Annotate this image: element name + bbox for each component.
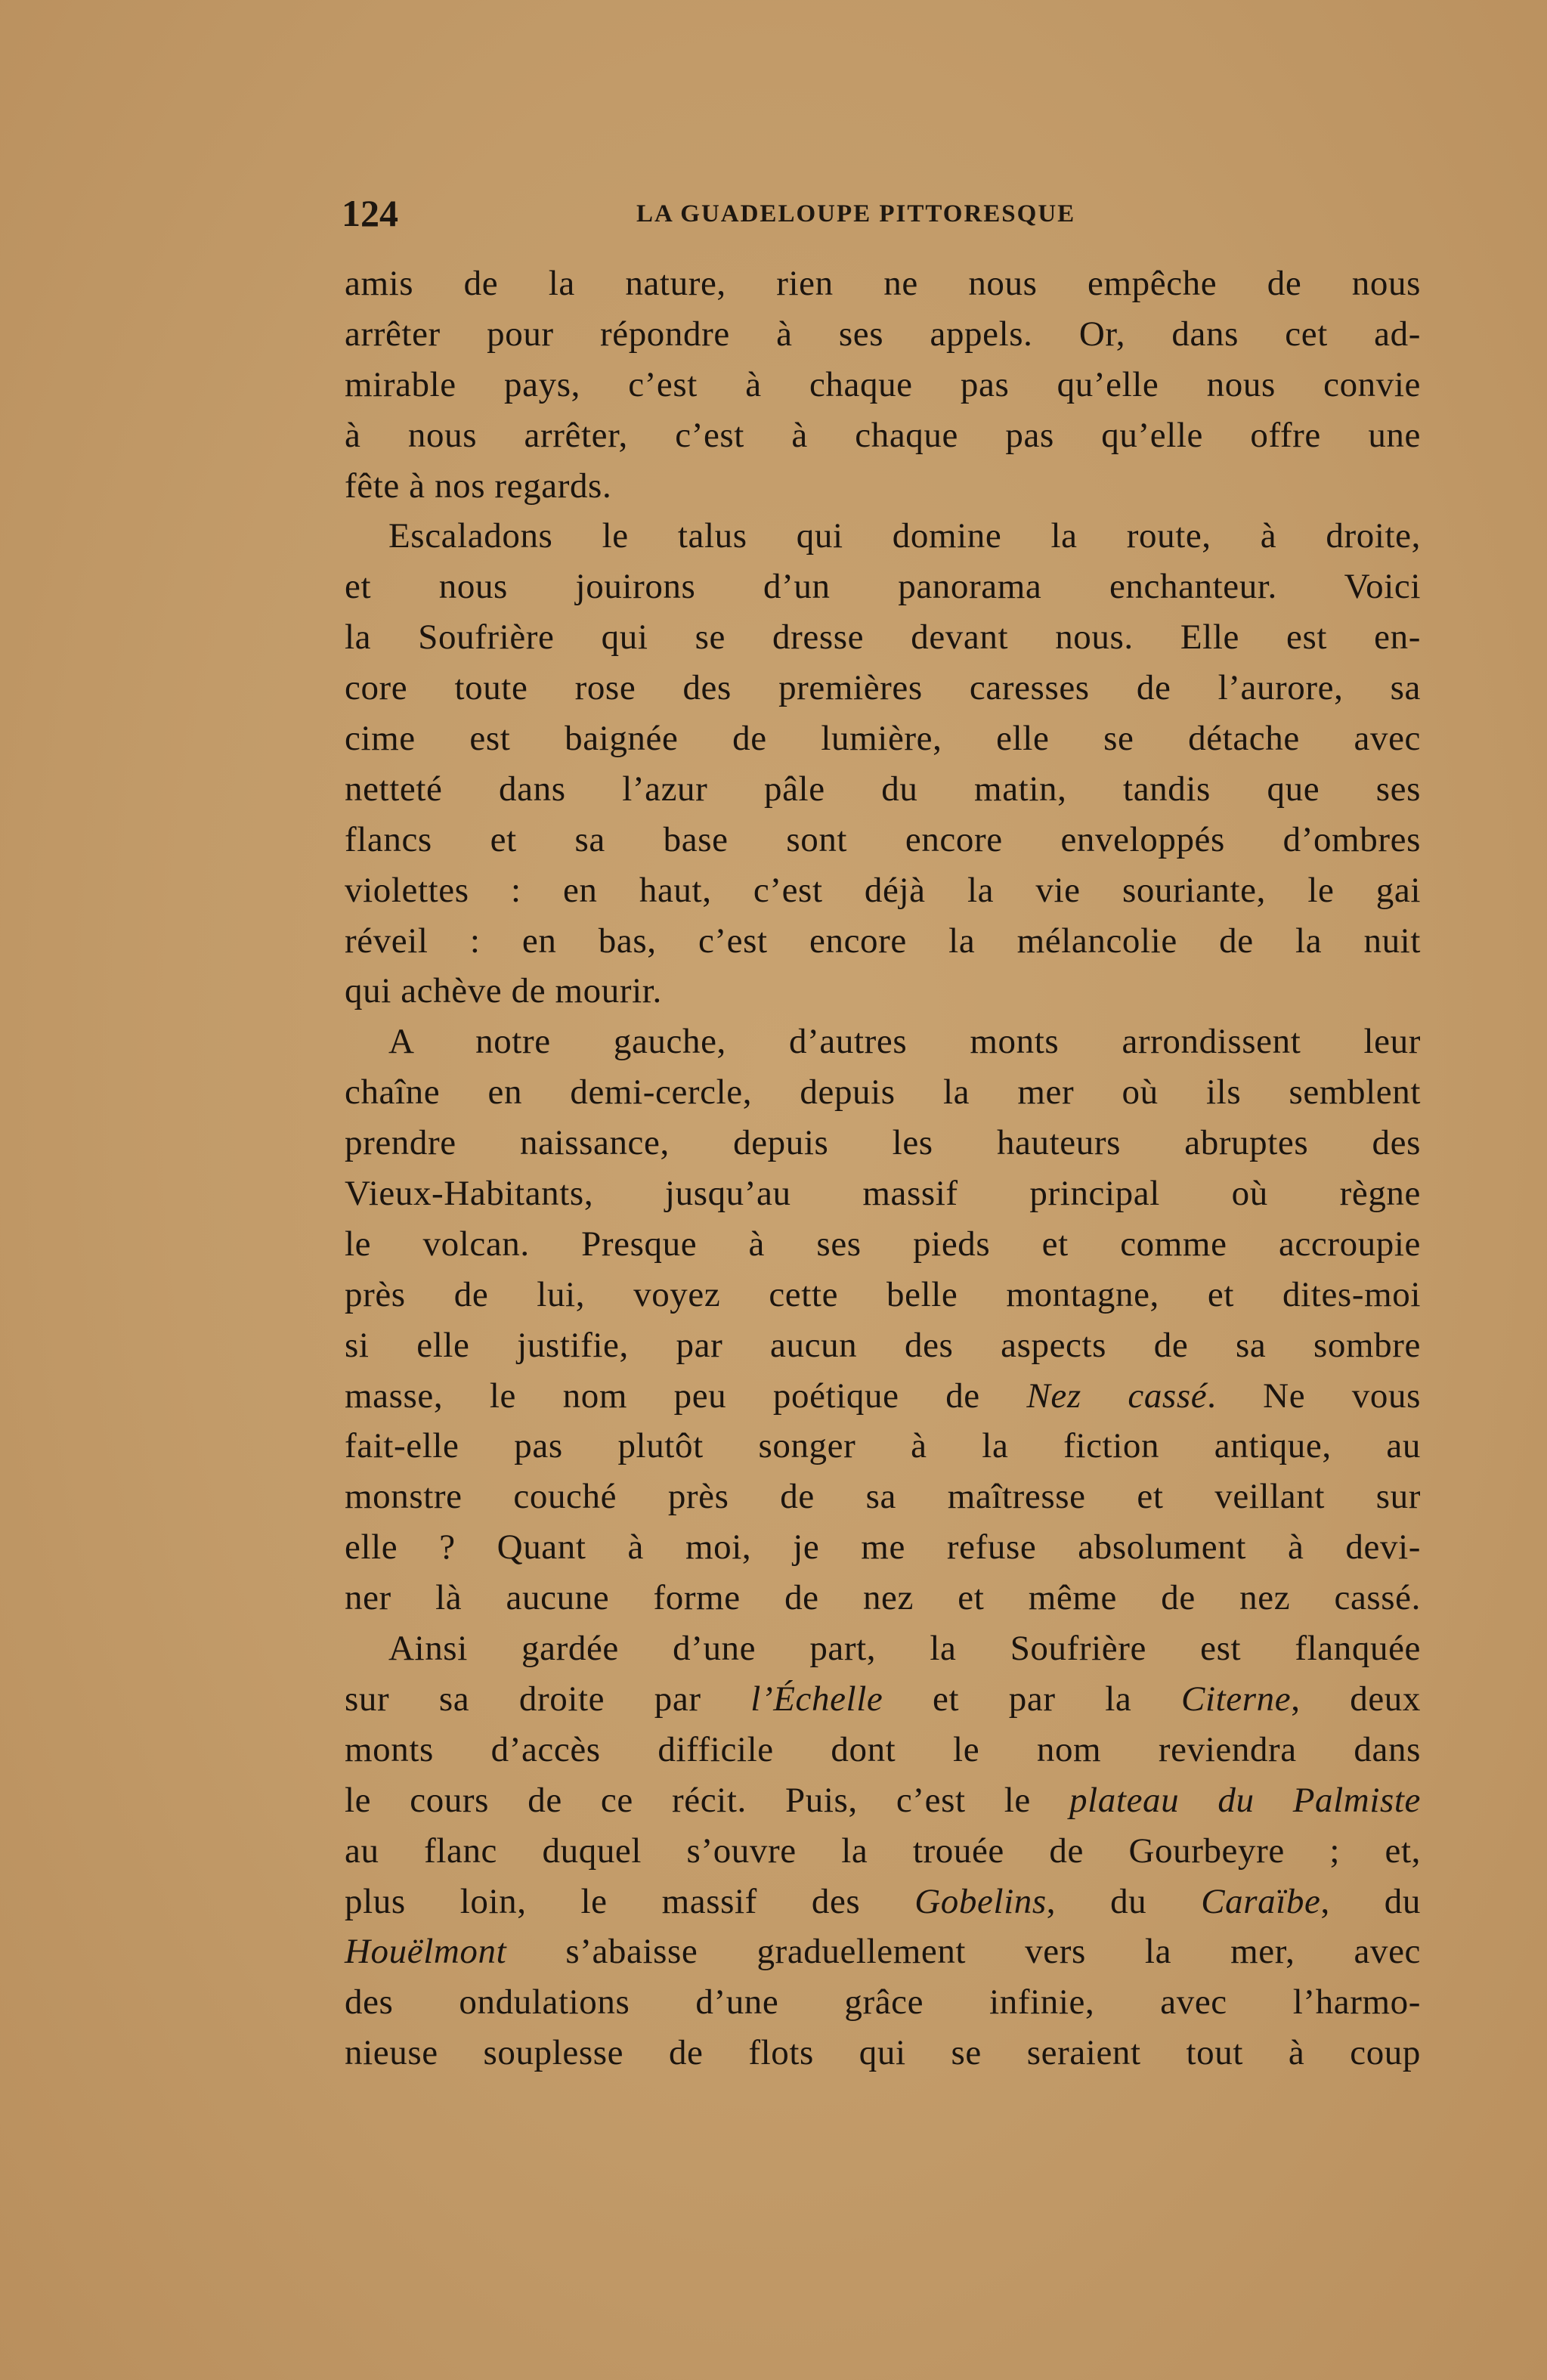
italic-place-name: Caraïbe — [1201, 1881, 1321, 1921]
text-line: flancs et sa base sont encore enveloppés d’ombres — [345, 819, 1421, 859]
text-line: nieuse souplesse de flots qui se seraient tout à coup — [345, 2033, 1421, 2073]
text-run: le cours de ce récit. Puis, c’est le — [345, 1780, 1070, 1820]
text-line: Vieux-Habitants, jusqu’au massif principal où règne — [345, 1174, 1421, 1214]
text-line: monts d’accès difficile dont le nom reviendra dans — [345, 1729, 1421, 1769]
text-line: A notre gauche, d’autres monts arrondissent leur — [388, 1022, 1421, 1062]
text-line: Ainsi gardée d’une part, la Soufrière est flanquée — [388, 1629, 1421, 1669]
text-line: fête à nos regards. — [345, 466, 612, 506]
text-line: violettes : en haut, c’est déjà la vie souriante, le gai — [345, 870, 1421, 910]
text-line — [345, 1775, 1421, 1826]
text-run: , deux — [1291, 1679, 1421, 1719]
text-line — [345, 1371, 1421, 1422]
italic-place-name: Citerne — [1181, 1679, 1292, 1719]
text-line: si elle justifie, par aucun des aspects de sa sombre — [345, 1325, 1421, 1365]
text-line: ner là aucune forme de nez et même de nez cassé. — [345, 1578, 1421, 1618]
text-line: fait-elle pas plutôt songer à la fiction antique, au — [345, 1426, 1421, 1466]
page-header — [342, 190, 1421, 236]
italic-place-name: plateau du Palmiste — [1069, 1780, 1422, 1820]
text-run: , du — [1320, 1881, 1422, 1921]
text-line — [345, 1927, 1421, 1977]
text-line — [345, 1674, 1421, 1725]
text-line: et nous jouirons d’un panorama enchanteur. Voici — [345, 567, 1421, 607]
text-run: masse, le nom peu poétique de — [345, 1376, 1027, 1416]
text-line: au flanc duquel s’ouvre la trouée de Gourbeyre ; et, — [345, 1831, 1421, 1871]
text-line: à nous arrêter, c’est à chaque pas qu’elle offre une — [345, 415, 1421, 455]
text-line: prendre naissance, depuis les hauteurs abruptes des — [345, 1123, 1421, 1163]
text-line: mirable pays, c’est à chaque pas qu’elle nous convie — [345, 364, 1421, 404]
italic-place-name: Houëlmont — [345, 1932, 507, 1972]
page-number: 124 — [342, 192, 398, 234]
text-run: sur sa droite par — [345, 1679, 751, 1719]
text-line: cime est baignée de lumière, elle se détache avec — [345, 719, 1421, 759]
text-line: core toute rose des premières caresses de l’aurore, sa — [345, 668, 1421, 708]
italic-place-name: Gobelins — [914, 1881, 1047, 1921]
text-line: réveil : en bas, c’est encore la mélancolie de la nuit — [345, 921, 1421, 961]
italic-place-name: l’Échelle — [750, 1679, 883, 1719]
text-line: arrêter pour répondre à ses appels. Or, dans cet ad- — [345, 314, 1421, 354]
text-line: la Soufrière qui se dresse devant nous. Elle est en- — [345, 617, 1421, 658]
text-line: elle ? Quant à moi, je me refuse absolument à devi- — [345, 1527, 1421, 1568]
text-line: netteté dans l’azur pâle du matin, tandis que ses — [345, 769, 1421, 809]
text-run: , du — [1046, 1881, 1202, 1921]
text-run: s’abaisse graduellement vers la mer, avec — [506, 1932, 1421, 1972]
text-line: chaîne en demi-cercle, depuis la mer où ils semblent — [345, 1072, 1421, 1113]
text-line: amis de la nature, rien ne nous empêche de nous — [345, 264, 1421, 303]
text-line: le volcan. Presque à ses pieds et comme accroupie — [345, 1224, 1421, 1264]
italic-place-name: Nez cassé — [1026, 1376, 1208, 1416]
text-line: des ondulations d’une grâce infinie, avec l’harmo- — [345, 1982, 1421, 2023]
text-run: plus loin, le massif des — [345, 1881, 915, 1921]
text-line: qui achève de mourir. — [345, 971, 662, 1011]
text-line: monstre couché près de sa maîtresse et veillant sur — [345, 1477, 1421, 1517]
text-run: et par la — [883, 1679, 1182, 1719]
text-line: près de lui, voyez cette belle montagne, et dites-moi — [345, 1274, 1421, 1314]
text-run: . Ne vous — [1207, 1376, 1422, 1416]
running-title: LA GUADELOUPE PITTORESQUE — [636, 200, 1076, 227]
text-line: Escaladons le talus qui domine la route, à droite, — [388, 516, 1421, 556]
text-line — [345, 1877, 1421, 1927]
body-text — [345, 258, 1421, 2078]
